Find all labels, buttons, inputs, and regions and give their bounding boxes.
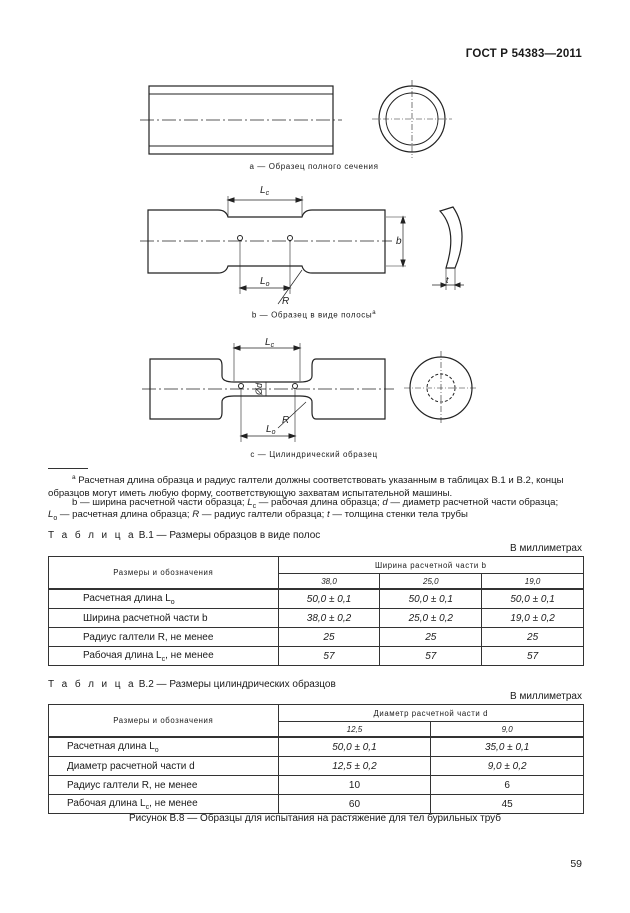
table2-subheader: 12,5	[278, 722, 431, 738]
label-lo-cyl: $L_o$	[266, 424, 276, 436]
table2-caption: Т а б л и ц а В.2 — Размеры цилиндрических образцов	[48, 679, 336, 690]
cell: 25	[380, 628, 482, 647]
cell: 9,0 ± 0,2	[431, 757, 584, 776]
table1	[48, 556, 584, 666]
row-label: Расчетная длина $L_o$	[49, 737, 279, 757]
caption-b: b — Образец в виде полосы$^а$	[251, 310, 377, 320]
row-label: Ширина расчетной части b	[49, 609, 279, 628]
table2-units: В миллиметрах	[510, 691, 582, 702]
table-row	[49, 737, 584, 757]
table1-group-header: Ширина расчетной части b	[278, 557, 583, 574]
cell: 57	[278, 647, 380, 666]
table-row	[49, 776, 584, 795]
caption-c: с — Цилиндрический образец	[250, 450, 378, 459]
full-section-side-view	[140, 86, 342, 154]
cylindrical-end-view	[404, 351, 478, 425]
row-label: Радиус галтели R, не менее	[49, 776, 279, 795]
table-row	[49, 647, 584, 666]
figure-title: Рисунок В.8 — Образцы для испытания на растяжение для тел бурильных труб	[128, 813, 502, 824]
standard-code: ГОСТ Р 54383—2011	[465, 48, 582, 60]
table1-caption: Т а б л и ц а В.1 — Размеры образцов в виде полос	[48, 530, 321, 541]
label-lo-strip: $L_o$	[260, 276, 270, 288]
footnote-rule	[48, 468, 88, 469]
full-section-end-view	[372, 80, 452, 158]
cell: 35,0 ± 0,1	[431, 737, 584, 757]
cell: 50,0 ± 0,1	[482, 589, 584, 609]
label-d: Ød	[254, 382, 264, 395]
caption-a: а — Образец полного сечения	[249, 162, 379, 171]
label-r-strip: R	[282, 296, 290, 307]
cell: 57	[482, 647, 584, 666]
table1-units: В миллиметрах	[510, 543, 582, 554]
cell: 60	[278, 795, 431, 814]
table-row	[49, 757, 584, 776]
table-row	[49, 609, 584, 628]
table2	[48, 704, 584, 814]
label-lc-strip: $L_c$	[260, 185, 270, 197]
cell: 50,0 ± 0,1	[278, 589, 380, 609]
label-t: t	[446, 275, 449, 285]
cell: 25	[482, 628, 584, 647]
cell: 50,0 ± 0,1	[278, 737, 431, 757]
table1-col-header: Размеры и обозначения	[49, 557, 279, 590]
cell: 19,0 ± 0,2	[482, 609, 584, 628]
footnote-legend-line2: $L_о$ — расчетная длина образца; R — радиус галтели образца; t — толщина стенки тела трубы	[48, 509, 468, 522]
footnote-a: $^а$ Расчетная длина образца и радиус галтели должны соответствовать указанным в таблицах В.1 и В.2, концы образцов могут иметь любую форму, соответствующую захватам испытательной машины.	[48, 474, 564, 499]
cell: 45	[431, 795, 584, 814]
table1-subheader: 19,0	[482, 574, 584, 590]
table-row	[49, 628, 584, 647]
cell: 57	[380, 647, 482, 666]
table2-subheader: 9,0	[431, 722, 584, 738]
table2-group-header: Диаметр расчетной части d	[278, 705, 583, 722]
row-label: Рабочая длина $L_c$, не менее	[49, 795, 279, 814]
table1-subheader: 38,0	[278, 574, 380, 590]
label-b: b	[396, 236, 402, 247]
table-row	[49, 589, 584, 609]
table2-col-header: Размеры и обозначения	[49, 705, 279, 738]
footnote-legend-line1: b — ширина расчетной части образца; $L_с$ — рабочая длина образца; d — диаметр расчетной части образца;	[72, 497, 559, 510]
cell: 50,0 ± 0,1	[380, 589, 482, 609]
cell: 12,5 ± 0,2	[278, 757, 431, 776]
cell: 25	[278, 628, 380, 647]
label-r-cyl: R	[282, 415, 290, 426]
row-label: Расчетная длина $L_o$	[49, 589, 279, 609]
cell: 38,0 ± 0,2	[278, 609, 380, 628]
table-row	[49, 795, 584, 814]
table1-subheader: 25,0	[380, 574, 482, 590]
label-lc-cyl: $L_c$	[265, 337, 275, 349]
row-label: Рабочая длина $L_c$, не менее	[49, 647, 279, 666]
row-label: Диаметр расчетной части d	[49, 757, 279, 776]
cell: 10	[278, 776, 431, 795]
cell: 6	[431, 776, 584, 795]
strip-specimen-view	[140, 196, 406, 304]
row-label: Радиус галтели R, не менее	[49, 628, 279, 647]
page-number: 59	[570, 858, 582, 870]
cell: 25,0 ± 0,2	[380, 609, 482, 628]
